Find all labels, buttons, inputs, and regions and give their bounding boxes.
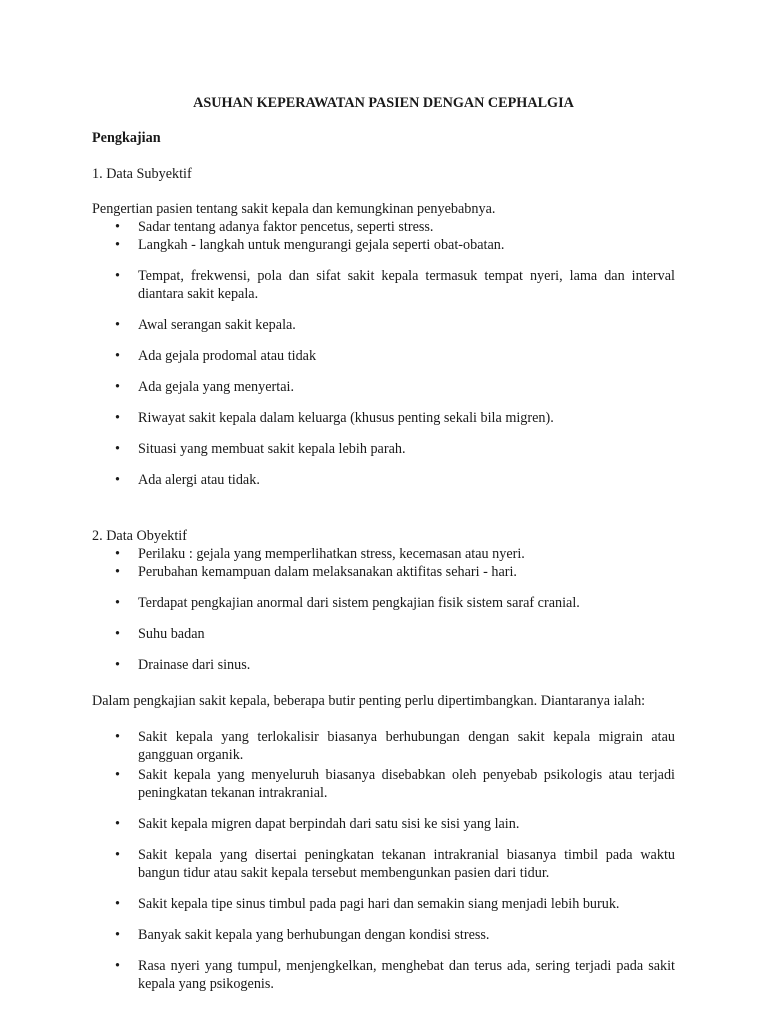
list-item: • Awal serangan sakit kepala. — [92, 316, 675, 334]
list-item: • Ada gejala yang menyertai. — [92, 378, 675, 396]
list-item: • Perilaku : gejala yang memperlihatkan stress, kecemasan atau nyeri. — [92, 545, 675, 563]
document-title: ASUHAN KEPERAWATAN PASIEN DENGAN CEPHALGIA — [193, 95, 574, 111]
list-item: • Drainase dari sinus. — [92, 656, 675, 674]
list-item: • Sadar tentang adanya faktor pencetus, seperti stress. — [92, 218, 675, 236]
objective-list — [92, 545, 675, 674]
list-item: • Sakit kepala migren dapat berpindah dari satu sisi ke sisi yang lain. — [92, 815, 675, 833]
list-item: • Ada gejala prodomal atau tidak — [92, 347, 675, 365]
list-item: • Perubahan kemampuan dalam melaksanakan aktifitas sehari - hari. — [92, 563, 675, 581]
list-item: • Ada alergi atau tidak. — [92, 471, 675, 489]
list-item: • Terdapat pengkajian anormal dari sistem pengkajian fisik sistem saraf cranial. — [92, 594, 675, 612]
list-item: • Banyak sakit kepala yang berhubungan dengan kondisi stress. — [92, 926, 675, 944]
list-item: • Situasi yang membuat sakit kepala lebih parah. — [92, 440, 675, 458]
list-item: • Rasa nyeri yang tumpul, menjengkelkan, menghebat dan terus ada, sering terjadi pada sakit kepala yang psikogenis. — [92, 957, 675, 993]
objective-heading: 2. Data Obyektif — [92, 528, 187, 544]
list-item: • Sakit kepala tipe sinus timbul pada pagi hari dan semakin siang menjadi lebih buruk. — [92, 895, 675, 913]
list-item: • Suhu badan — [92, 625, 675, 643]
section-heading: Pengkajian — [92, 130, 161, 146]
list-item: • Sakit kepala yang terlokalisir biasanya berhubungan dengan sakit kepala migrain atau gangguan organik. — [92, 728, 675, 764]
subjective-list — [92, 218, 675, 489]
list-item: • Riwayat sakit kepala dalam keluarga (khusus penting sekali bila migren). — [92, 409, 675, 427]
subjective-intro: Pengertian pasien tentang sakit kepala dan kemungkinan penyebabnya. — [92, 201, 496, 217]
considerations-list — [92, 728, 675, 993]
considerations-intro: Dalam pengkajian sakit kepala, beberapa butir penting perlu dipertimbangkan. Diantaranya ialah: — [92, 693, 646, 709]
list-item: • Langkah - langkah untuk mengurangi gejala seperti obat-obatan. — [92, 236, 675, 254]
list-item: • Sakit kepala yang menyeluruh biasanya disebabkan oleh penyebab psikologis atau terjadi peningkatan tekanan intrakranial. — [92, 766, 675, 802]
list-item: • Tempat, frekwensi, pola dan sifat sakit kepala termasuk tempat nyeri, lama dan interval diantara sakit kepala. — [92, 267, 675, 303]
subjective-heading: 1. Data Subyektif — [92, 166, 192, 182]
list-item: • Sakit kepala yang disertai peningkatan tekanan intrakranial biasanya timbil pada waktu bangun tidur atau sakit kepala tersebut membengunkan pasien dari tidur. — [92, 846, 675, 882]
